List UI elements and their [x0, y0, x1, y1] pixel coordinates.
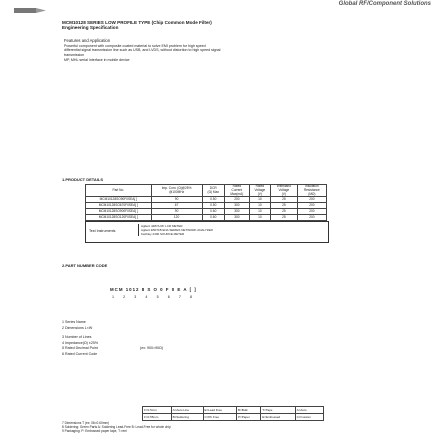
col-dcr: DCR (Ω) Max	[202, 185, 224, 197]
table-header-row	[86, 185, 327, 197]
company-logo	[14, 2, 54, 10]
product-drawing-area	[62, 74, 392, 170]
test-instruments-list: Agilent 4287A RF LCR METER Agilent E5071B ENA SERIES NETWORK ANALYZER Keithley 2400 SOURCE METER	[138, 224, 213, 236]
test-instruments-box	[85, 221, 329, 243]
col-withstand-voltage: Withstand Voltage (V)	[270, 185, 297, 197]
col-impedance: Imp. Com. (Ω)@25% @100MHz	[151, 185, 202, 197]
test-instruments-label: Test Instruments	[89, 229, 116, 233]
table-row: MCM10128SO900F0SEA[ ] 90 0.60 300 10 25 200	[86, 209, 327, 215]
document-subtitle: Engineering Specification	[62, 25, 119, 30]
table-row: F=0.55mm B=Soldering C=Pb Free P=Paper E=Embossed C=Custom	[143, 414, 324, 421]
table-row: F=0.5mm A=Auto Line E=Lead Free B=Bulk T=Tape A=Auto	[143, 407, 324, 414]
table-row: MCM10128SO90F0SEA[ ] 90 0.50 200 10 25 200	[86, 197, 327, 203]
feature-line: Powerful component with composite coated material to solve EMI problem for high speed	[64, 44, 206, 48]
col-insulation: Insulation Resistance (MΩ)	[297, 185, 326, 197]
features-heading: Features and Application	[64, 38, 111, 43]
feature-line: differential signal transmission line such as USB, and LVDS, without distortion to high speed signal	[64, 48, 221, 53]
part-number-indices: 1 2 3 4 5 6 7 8	[112, 295, 192, 299]
brand-name: Global RF/Component Solutions	[338, 1, 431, 7]
document-title: MCM10128 SERIES LOW PROFILE TYPE (Chip Common Mode Filter)	[62, 20, 212, 25]
product-details-heading: 1.PRODUCT DETAILS	[62, 177, 104, 182]
product-details-table	[85, 184, 327, 221]
impedance-example: (ex: 900=90Ω)	[140, 346, 163, 350]
col-rated-voltage: Rated Voltage (V)	[249, 185, 270, 197]
feature-line: transmission	[64, 52, 85, 57]
feature-line: MP, MHL serial interface in mobile device	[64, 58, 130, 63]
features-list	[64, 44, 364, 63]
part-number-notes: 1 Series Name 2 Dimensions L×W 3 Number of Lines 4 Impedance(Ω) ±25% 5 Rated Decimal Point 6 Rated Current Code	[62, 320, 99, 356]
col-part-no: Part No.	[86, 185, 152, 197]
part-number-footnotes: 7 Dimensions T (ex: 06=0.60mm) 8 Soldering: Green Parts A: Soldering Lead-Free B: Lead-Free for whole chip 9 Packaging: P: Embossed paper tape, T: reel	[62, 421, 171, 433]
table-row: MCM10128SO670F0SEA[ ] 67 0.50 300 10 25 200	[86, 203, 327, 209]
part-number-heading: 2.PART NUMBER CODE	[62, 263, 108, 268]
logo-mark-icon	[14, 7, 54, 15]
code-options-table	[142, 406, 324, 421]
part-number-code: MCM 1012 8 S O 0 F 0 E A [ ]	[110, 287, 197, 292]
col-rated-current: Rated Current Max(mA)	[224, 185, 249, 197]
table-row: MCM10128SO120F0SEA[ ] 120 0.60 300 10 25 200	[86, 215, 327, 221]
